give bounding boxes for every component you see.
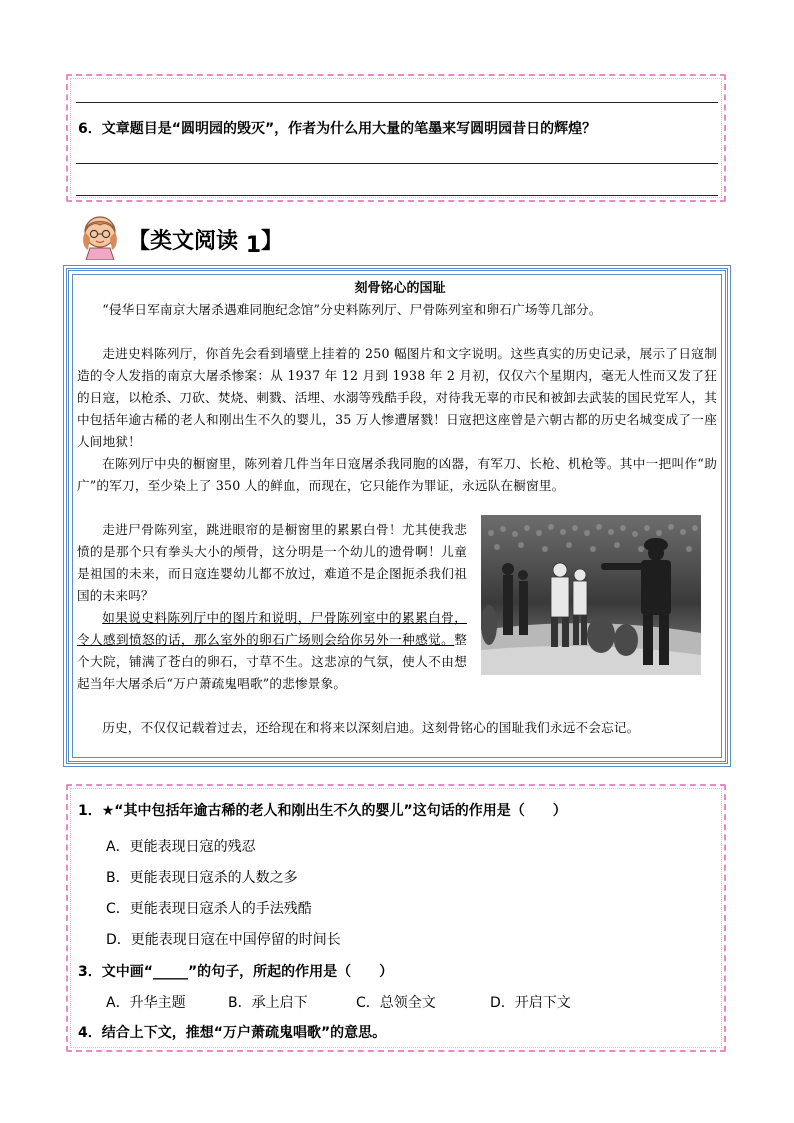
question-1-option-c[interactable]: C．更能表现日寇杀人的手法残酷 [106, 901, 312, 917]
question-3-option-c[interactable]: C．总领全文 [356, 995, 436, 1011]
question-1-option-a[interactable]: A．更能表现日寇的残忍 [106, 839, 256, 855]
question-6-text: 6．文章题目是“圆明园的毁灭”，作者为什么用大量的笔墨来写圆明园昔日的辉煌？ [78, 121, 597, 137]
reading-passage [66, 268, 728, 764]
question-3-option-b[interactable]: B．承上启下 [228, 995, 308, 1011]
question-6-frame [66, 74, 726, 202]
question-1-option-b[interactable]: B．更能表现日寇杀的人数之多 [106, 870, 298, 886]
paragraph-4: 走进尸骨陈列室，跳进眼帘的是橱窗里的累累白骨！尤其使我悲愤的是那个只有拳头大小的颅骨，这分明是一个幼儿的遗骨啊！儿童是祖国的未来，而日寇连婴幼儿都不放过，难道不是企图扼杀我们祖国的未来吗？ [77, 522, 467, 603]
historical-photo [481, 515, 701, 675]
answer-line [76, 102, 718, 103]
paragraph-3: 在陈列厅中央的橱窗里，陈列着几件当年日寇屠杀我同胞的凶器，有军刀、长枪、机枪等。其中一把叫作“助广”的军刀，至少染上了 350 人的鲜血，而现在，它只能作为罪证，永远队在橱窗里。 [77, 456, 717, 493]
question-3-option-a[interactable]: A．升华主题 [106, 995, 186, 1011]
paragraph-5-rest: 整个大院，铺满了苍白的卵石，寸草不生。这悲凉的气氛，使人不由想起当年大屠杀后“万户萧疏鬼唱歌”的悲惨景象。 [77, 632, 467, 691]
paragraph-1: “侵华日军南京大屠杀遇难同胞纪念馆”分史料陈列厅、尸骨陈列室和卵石广场等几部分。 [102, 302, 602, 317]
section-heading [78, 212, 378, 264]
question-4-text: 4．结合上下文，推想“万户萧疏鬼唱歌”的意思。 [78, 1025, 387, 1041]
answer-line [76, 195, 718, 196]
paragraph-6: 历史，不仅仅记载着过去，还给现在和将来以深刻启迪。这刻骨铭心的国耻我们永远不会忘记。 [102, 720, 640, 735]
question-3-option-d[interactable]: D．开启下文 [490, 995, 571, 1011]
girl-avatar-icon [78, 212, 122, 260]
question-1-option-d[interactable]: D．更能表现日寇在中国停留的时间长 [106, 932, 341, 948]
section-title: 【类文阅读 1】 [128, 229, 284, 258]
paragraph-2: 走进史料陈列厅，你首先会看到墙壁上挂着的 250 幅图片和文字说明。这些真实的历史记录，展示了日寇制造的令人发指的南京大屠杀惨案：从 1937 年 12 月到 1938 年 2 月初，仅仅六个星期内，毫无人性而又发了狂的日寇，以枪杀、刀砍、焚烧、刺戮、活埋、水溺等残酷手段，对待我无辜的市民和被卸去武装的国民党军人，其中包括年逾古稀的老人和刚出生不久的婴儿，35 万人惨遭屠戮！日寇把这座曾是六朝古都的历史名城变成了一座人间地狱！ [77, 346, 717, 449]
question-1-text: 1．★“其中包括年逾古稀的老人和刚出生不久的婴儿”这句话的作用是（ ） [78, 803, 567, 819]
underlined-sentence: 如果说史料陈列厅中的图片和说明，尸骨陈列室中的累累白骨，令人感到愤怒的话，那么室外的卵石广场则会给你另外一种感觉。 [77, 610, 467, 647]
paragraph-5 [77, 607, 467, 695]
passage-title: 刻骨铭心的国耻 [354, 281, 446, 296]
answer-line [76, 163, 718, 164]
question-3-text: 3．文中画“_____”的句子，所起的作用是（ ） [78, 964, 394, 980]
